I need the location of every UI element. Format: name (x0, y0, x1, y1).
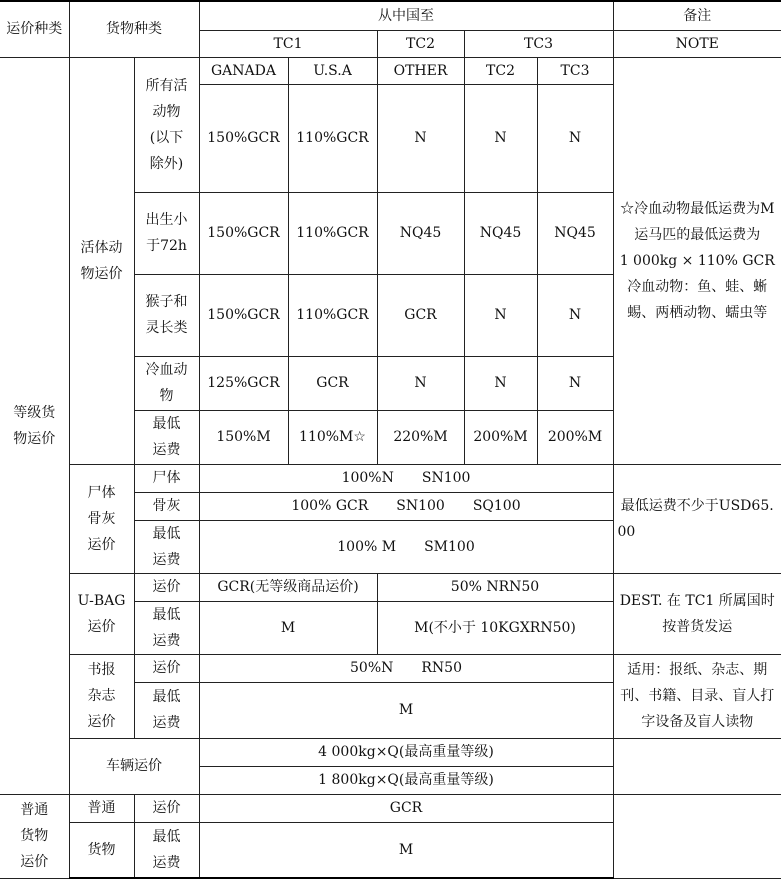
general-sub-minimum: 最低运费 (134, 822, 199, 878)
table-row (0, 573, 781, 601)
column-header: U.S.A (288, 57, 377, 84)
live-animals-note: ☆冷血动物最低运费为M 运马匹的最低运费为 1 000kg × 110% GCR 冷血动物：鱼、蛙、蜥蜴、两栖动物、蠕虫等 (613, 57, 781, 464)
table-cell: GCR (199, 794, 613, 822)
column-header: TC3 (537, 57, 613, 84)
remains-sub-minimum: 最低运费 (134, 520, 199, 573)
header-tc3: TC3 (464, 30, 613, 57)
table-cell: 220%M (377, 410, 464, 464)
header-note: NOTE (613, 30, 781, 57)
table-cell: 4 000kg×Q(最高重量等级) (199, 738, 613, 766)
table-cell: 110%GCR (288, 192, 377, 274)
books-label: 书报杂志运价 (69, 654, 134, 738)
header-tc1: TC1 (199, 30, 377, 57)
ubag-sub-rate: 运价 (134, 573, 199, 601)
live-sub-minimum: 最低运费 (134, 410, 199, 464)
table-cell: 100% M SM100 (199, 520, 613, 573)
table-cell: 200%M (464, 410, 537, 464)
vehicle-label: 车辆运价 (69, 738, 199, 794)
table-cell: 100% GCR SN100 SQ100 (199, 492, 613, 520)
column-header: GANADA (199, 57, 288, 84)
header-goods-type: 货物种类 (69, 1, 199, 57)
live-animals-label: 活体动物运价 (69, 57, 134, 464)
table-cell: 200%M (537, 410, 613, 464)
remains-sub-ashes: 骨灰 (134, 492, 199, 520)
table-cell: 150%GCR (199, 274, 288, 356)
table-cell: 150%GCR (199, 84, 288, 192)
table-cell: 125%GCR (199, 356, 288, 410)
table-cell: GCR (377, 274, 464, 356)
table-row (0, 794, 781, 822)
table-cell: M (199, 682, 613, 738)
general-sub-rate: 运价 (134, 794, 199, 822)
table-cell: 110%M☆ (288, 410, 377, 464)
table-cell: N (464, 274, 537, 356)
table-cell: 110%GCR (288, 274, 377, 356)
table-cell: N (537, 356, 613, 410)
column-header: TC2 (464, 57, 537, 84)
live-sub-primates: 猴子和灵长类 (134, 274, 199, 356)
table-row (0, 738, 781, 766)
remains-sub-body: 尸体 (134, 464, 199, 492)
table-row (0, 57, 781, 84)
header-tc2: TC2 (377, 30, 464, 57)
table-cell: NQ45 (377, 192, 464, 274)
table-row (0, 654, 781, 682)
ubag-label: U-BAG运价 (69, 573, 134, 654)
table-cell: 1 800kg×Q(最高重量等级) (199, 766, 613, 794)
books-note: 适用：报纸、杂志、期刊、书籍、目录、盲人打字设备及盲人读物 (613, 654, 781, 738)
live-sub-cold-blooded: 冷血动物 (134, 356, 199, 410)
live-sub-newborn: 出生小于72h (134, 192, 199, 274)
live-sub-all: 所有活动物(以下除外) (134, 57, 199, 192)
table-cell: GCR (288, 356, 377, 410)
table-cell: N (377, 84, 464, 192)
grade-cargo-label: 等级货物运价 (0, 57, 69, 794)
column-header: OTHER (377, 57, 464, 84)
header-row (0, 1, 781, 30)
table-cell: 150%GCR (199, 192, 288, 274)
table-cell: N (464, 84, 537, 192)
table-cell: NQ45 (464, 192, 537, 274)
header-from-china: 从中国至 (199, 1, 613, 30)
table-cell: N (464, 356, 537, 410)
general-sub-1: 普通 (69, 794, 134, 822)
general-note-empty (613, 794, 781, 878)
table-cell: NQ45 (537, 192, 613, 274)
table-cell: M (199, 822, 613, 878)
table-cell: 110%GCR (288, 84, 377, 192)
table-cell: 50% NRN50 (377, 573, 613, 601)
ubag-note: DEST. 在 TC1 所属国时按普货发运 (613, 573, 781, 654)
remains-label: 尸体骨灰运价 (69, 464, 134, 573)
table-cell: 150%M (199, 410, 288, 464)
table-cell: M (199, 601, 377, 654)
vehicle-note-empty (613, 738, 781, 794)
books-sub-minimum: 最低运费 (134, 682, 199, 738)
table-row (0, 464, 781, 492)
remains-note: 最低运费不少于USD65.00 (613, 464, 781, 573)
table-cell: 100%N SN100 (199, 464, 613, 492)
table-cell: N (537, 84, 613, 192)
table-cell: N (537, 274, 613, 356)
books-sub-rate: 运价 (134, 654, 199, 682)
table-cell: N (377, 356, 464, 410)
table-cell: 50%N RN50 (199, 654, 613, 682)
ubag-sub-minimum: 最低运费 (134, 601, 199, 654)
table-cell: M(不小于 10KGXRN50) (377, 601, 613, 654)
general-cargo-label: 普通货物运价 (0, 794, 69, 878)
general-sub-2: 货物 (69, 822, 134, 878)
header-remarks: 备注 (613, 1, 781, 30)
header-transport-type: 运价种类 (0, 1, 69, 57)
table-cell: GCR(无等级商品运价) (199, 573, 377, 601)
